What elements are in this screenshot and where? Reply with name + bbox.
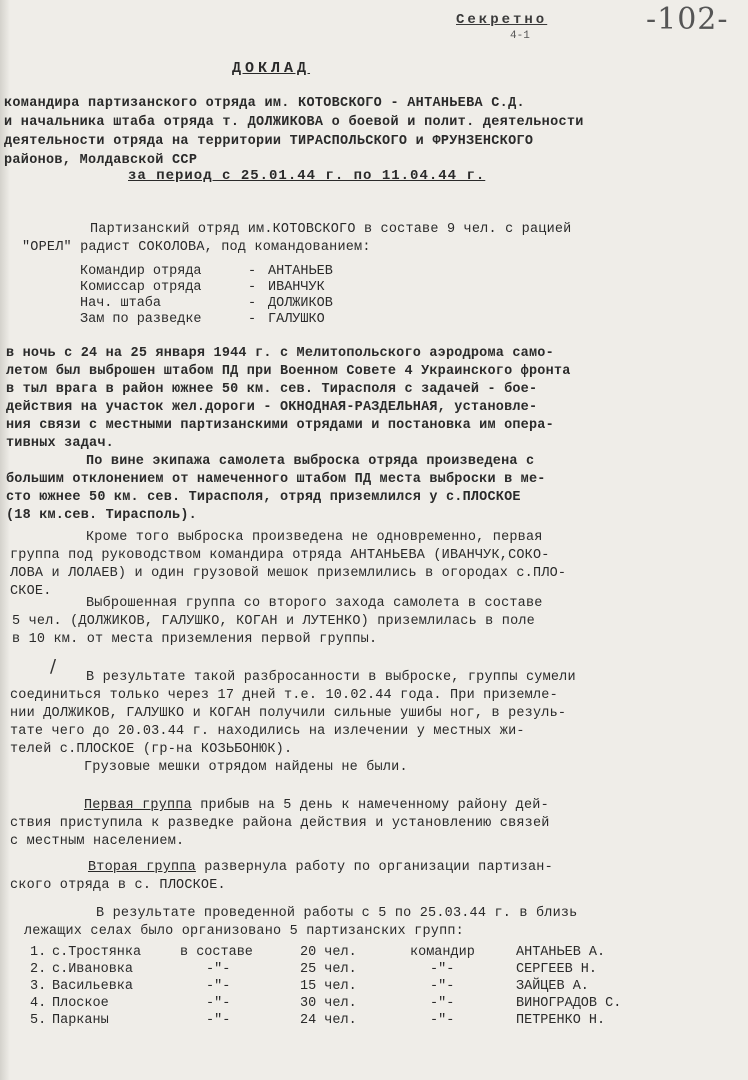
paragraph-1-line: действия на участок жел.дороги - ОКНОДНАЯ-РАЗДЕЛЬНАЯ, установле- — [6, 400, 538, 415]
paragraph-4-line: 5 чел. (ДОЛЖИКОВ, ГАЛУШКО, КОГАН и ЛУТЕНКО) приземлилась в поле — [12, 614, 535, 629]
handwritten-page-number: -102- — [646, 2, 729, 37]
paragraph-5-line: телей с.ПЛОСКОЕ (гр-на КОЗЬБОНЮК). — [10, 742, 293, 757]
document-title: ДОКЛАД — [232, 60, 311, 77]
group-count: 30 чел. — [300, 996, 357, 1011]
group-count: 25 чел. — [300, 962, 357, 977]
paragraph-2-line: большим отклонением от намеченного штабом ПД места выброски в ме- — [6, 472, 546, 487]
group-count: 20 чел. — [300, 945, 357, 960]
roster-name: ИВАНЧУК — [268, 280, 325, 295]
paragraph-9-line: лежащих селах было организовано 5 партизанских групп: — [24, 924, 464, 939]
paragraph-7-line: с местным населением. — [10, 834, 185, 849]
header-line: командира партизанского отряда им. КОТОВСКОГО - АНТАНЬЕВА С.Д. — [4, 96, 525, 111]
report-period: за период с 25.01.44 г. по 11.04.44 г. — [128, 168, 486, 184]
paragraph-7-text: прибыв на 5 день к намеченному району дей- — [191, 798, 549, 813]
paragraph-1-line: ния связи с местными партизанскими отрядами и постановка им опера- — [6, 418, 554, 433]
group-village: Плоское — [52, 996, 109, 1011]
roster-name: ДОЛЖИКОВ — [268, 296, 333, 311]
header-line: деятельности отряда на территории ТИРАСПОЛЬСКОГО и ФРУНЗЕНСКОГО — [4, 134, 534, 149]
intro-line: "ОРЕЛ" радист СОКОЛОВА, под командованием: — [22, 240, 371, 255]
group-role: -"- — [430, 962, 455, 977]
intro-line: Партизанский отряд им.КОТОВСКОГО в составе 9 чел. с рацией — [90, 222, 572, 237]
paragraph-7-line: ствия приступила к разведке района действия и установлению связей — [10, 816, 550, 831]
paragraph-8-line: ского отряда в с. ПЛОСКОЕ. — [10, 878, 226, 893]
paragraph-3-line: Кроме того выброска произведена не одновременно, первая — [86, 530, 543, 545]
paragraph-4-line: в 10 км. от места приземления первой группы. — [12, 632, 378, 647]
paragraph-5-line: соединиться только через 17 дней т.е. 10.02.44 года. При приземле- — [10, 688, 558, 703]
first-group-heading: Первая группа — [84, 798, 192, 813]
roster-dash: - — [248, 264, 257, 279]
group-count: 15 чел. — [300, 979, 357, 994]
paragraph-9-line: В результате проведенной работы с 5 по 25.03.44 г. в близь — [96, 906, 578, 921]
paragraph-1-line: в тыл врага в район южнее 50 км. сев. Тирасполя с задачей - бое- — [6, 382, 538, 397]
paragraph-1-line: тивных задач. — [6, 436, 114, 451]
group-composition: -"- — [206, 996, 231, 1011]
paragraph-1-line: в ночь с 24 на 25 января 1944 г. с Мелитопольского аэродрома само- — [6, 346, 554, 361]
group-composition: в составе — [180, 945, 253, 960]
header-line: и начальника штаба отряда т. ДОЛЖИКОВА о боевой и полит. деятельности — [4, 115, 584, 130]
group-number: 3. — [30, 979, 47, 994]
paragraph-3-line: группа под руководством командира отряда АНТАНЬЕВА (ИВАНЧУК,СОКО- — [10, 548, 550, 563]
group-number: 5. — [30, 1013, 47, 1028]
group-village: Парканы — [52, 1013, 109, 1028]
second-group-heading: Вторая группа — [88, 860, 196, 875]
roster-role: Зам по разведке — [80, 312, 202, 327]
roster-role: Комиссар отряда — [80, 280, 202, 295]
secrecy-stamp: Секретно — [456, 12, 548, 28]
group-leader: ПЕТРЕНКО Н. — [516, 1013, 606, 1028]
roster-dash: - — [248, 280, 257, 295]
group-leader: ВИНОГРАДОВ С. — [516, 996, 622, 1011]
group-composition: -"- — [206, 979, 231, 994]
roster-role: Командир отряда — [80, 264, 202, 279]
paragraph-3-line: СКОЕ. — [10, 584, 52, 599]
group-leader: ЗАЙЦЕВ А. — [516, 979, 589, 994]
paragraph-1-line: летом был выброшен штабом ПД при Военном Совете 4 Украинского фронта — [6, 364, 571, 379]
paragraph-3-line: ЛОВА и ЛОЛАЕВ) и один грузовой мешок приземлились в огородах с.ПЛО- — [10, 566, 567, 581]
group-village: с.Тростянка — [52, 945, 142, 960]
roster-name: АНТАНЬЕВ — [268, 264, 333, 279]
group-role: -"- — [430, 1013, 455, 1028]
roster-dash: - — [248, 296, 257, 311]
group-composition: -"- — [206, 962, 231, 977]
paragraph-5-line: тате чего до 20.03.44 г. находились на излечении у местных жи- — [10, 724, 525, 739]
roster-role: Нач. штаба — [80, 296, 162, 311]
group-role: -"- — [430, 996, 455, 1011]
paragraph-6: Грузовые мешки отрядом найдены не были. — [84, 760, 408, 775]
group-number: 4. — [30, 996, 47, 1011]
group-number: 2. — [30, 962, 47, 977]
paragraph-2-line: сто южнее 50 км. сев. Тирасполя, отряд приземлился у с.ПЛОСКОЕ — [6, 490, 521, 505]
group-leader: АНТАНЬЕВ А. — [516, 945, 606, 960]
paragraph-2-line: По вине экипажа самолета выброска отряда произведена с — [86, 454, 535, 469]
group-village: с.Ивановка — [52, 962, 134, 977]
group-number: 1. — [30, 945, 47, 960]
margin-mark: / — [50, 656, 57, 677]
paragraph-8-text: развернула работу по организации партизан- — [195, 860, 553, 875]
group-role: -"- — [430, 979, 455, 994]
group-composition: -"- — [206, 1013, 231, 1028]
group-role: командир — [410, 945, 475, 960]
paragraph-8-line — [88, 860, 553, 876]
group-leader: СЕРГЕЕВ Н. — [516, 962, 598, 977]
paragraph-5-line: нии ДОЛЖИКОВ, ГАЛУШКО и КОГАН получили сильные ушибы ног, в резуль- — [10, 706, 567, 721]
paragraph-2-line: (18 км.сев. Тирасполь). — [6, 508, 197, 523]
paragraph-4-line: Выброшенная группа со второго захода самолета в составе — [86, 596, 543, 611]
group-village: Васильевка — [52, 979, 134, 994]
paragraph-5-line: В результате такой разбросанности в выброске, группы сумели — [86, 670, 576, 685]
group-count: 24 чел. — [300, 1013, 357, 1028]
roster-name: ГАЛУШКО — [268, 312, 325, 327]
handwritten-note: 4-1 — [510, 30, 530, 42]
roster-dash: - — [248, 312, 257, 327]
paragraph-7-line — [84, 798, 549, 814]
header-line: районов, Молдавской ССР — [4, 153, 198, 168]
